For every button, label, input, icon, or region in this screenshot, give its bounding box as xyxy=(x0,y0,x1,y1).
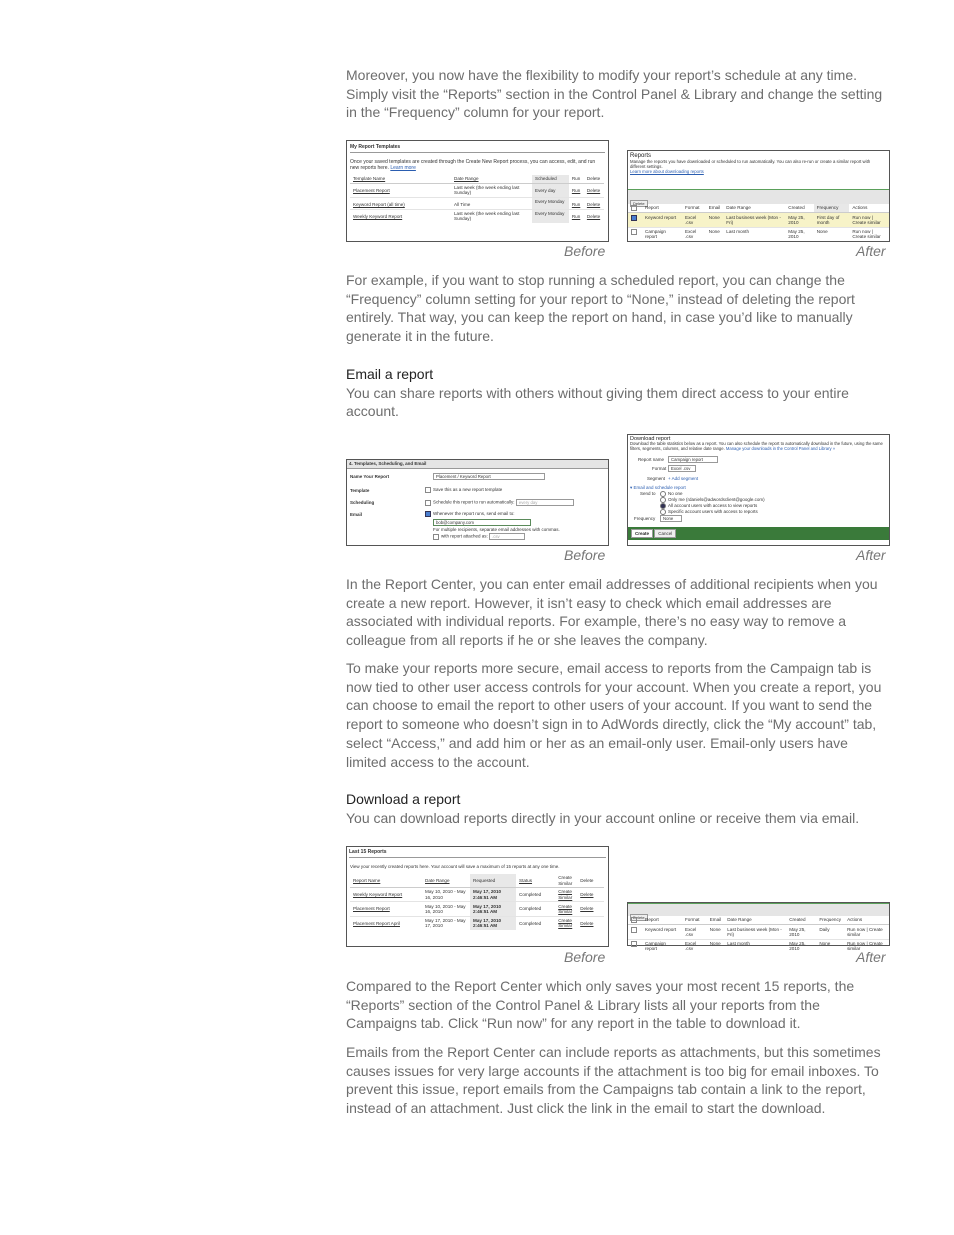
email-note: For multiple recipients, separate email addresses with commas. xyxy=(433,527,560,532)
delete-button[interactable]: Delete xyxy=(630,200,648,207)
screenshot-title: Download report xyxy=(630,436,671,442)
intro-text: Download the table statistics below as a report. You can also schedule the report to automatically download in the future, using the same filters, segments, columns, and relative date range. xyxy=(630,441,883,451)
date-range-cell: May 17, 2010 - May 17, 2010 xyxy=(422,916,470,930)
date-range-cell: May 10, 2010 - May 16, 2010 xyxy=(422,888,470,902)
create-button[interactable]: Create xyxy=(631,529,653,538)
email-text: Whenever the report runs, send email to: xyxy=(433,511,515,517)
send-to-label: Send to xyxy=(640,490,656,496)
col-actions: Actions xyxy=(849,204,889,213)
add-segment-link[interactable]: + Add segment xyxy=(668,475,699,481)
radio-button[interactable] xyxy=(660,491,666,497)
delete-link[interactable]: Delete xyxy=(577,902,604,916)
scheduled-cell: Every Monday xyxy=(532,209,569,223)
requested-cell: May 17, 2010 2:46:51 AM xyxy=(470,916,516,930)
table-row xyxy=(350,183,604,197)
option-label: No one xyxy=(668,490,683,496)
status-cell: Completed xyxy=(516,902,555,916)
frequency-cell: Daily xyxy=(816,925,844,939)
section-download xyxy=(346,790,886,827)
col-report: Report xyxy=(642,204,682,213)
paragraph-security xyxy=(346,659,886,771)
attach-checkbox[interactable] xyxy=(433,534,439,540)
frequency-select[interactable]: None xyxy=(660,515,682,522)
delete-link[interactable]: Delete xyxy=(584,197,604,209)
template-link[interactable]: Keyword Report (all time) xyxy=(350,197,451,209)
segment-label: Segment xyxy=(647,475,666,481)
section-heading: Email a report xyxy=(346,366,434,382)
reports-table xyxy=(628,204,889,241)
option-label: Specific account users with access to reports xyxy=(668,508,758,514)
template-checkbox[interactable] xyxy=(425,487,431,493)
date-range-cell: Last month xyxy=(724,939,786,953)
screenshot-intro xyxy=(628,442,888,452)
radio-button[interactable] xyxy=(660,497,666,503)
col-actions: Actions xyxy=(844,916,889,925)
learn-more-link[interactable]: Learn more about downloading reports xyxy=(630,169,704,174)
format-select[interactable]: Excel .csv xyxy=(668,465,696,472)
format-cell: Excel .csv xyxy=(682,227,706,241)
frequency-cell[interactable]: First day of month xyxy=(814,213,850,227)
send-option[interactable] xyxy=(660,497,765,503)
col-create-similar: Create Similar xyxy=(555,874,577,888)
table-row xyxy=(628,213,889,227)
email-checkbox[interactable] xyxy=(425,511,431,517)
status-cell: Completed xyxy=(516,916,555,930)
screenshot-title: 4. Templates, Scheduling, and Email xyxy=(347,460,608,469)
body-text: Emails from the Report Center can include reports as attachments, but this sometimes causes issues for very large accounts if the attachment is too big for email inboxes. To prevent this issue, report emails from the Campaigns tab contain a link to the report, instead of an attachment. Just click the link in the email to start the download. xyxy=(346,1044,881,1117)
manage-downloads-link[interactable]: Manage your downloads in the Control Panel and Library » xyxy=(725,445,836,451)
reports-table xyxy=(350,874,604,930)
created-cell: May 25, 2010 xyxy=(786,925,816,939)
table-row xyxy=(350,888,604,902)
scheduled-cell: Every day xyxy=(532,183,569,197)
radio-button[interactable] xyxy=(660,503,666,509)
col-report-name[interactable]: Report Name xyxy=(350,874,422,888)
delete-link[interactable]: Delete xyxy=(577,916,604,930)
table-row xyxy=(350,902,604,916)
delete-link[interactable]: Delete xyxy=(577,888,604,902)
cancel-button[interactable]: Cancel xyxy=(654,529,676,538)
created-cell: May 25, 2010 xyxy=(786,939,816,953)
attach-text: with report attached as: xyxy=(441,533,488,539)
col-format: Format xyxy=(682,204,706,213)
col-created: Created xyxy=(786,916,816,925)
screenshot-title: Reports xyxy=(630,153,652,159)
col-status[interactable]: Status xyxy=(516,874,555,888)
schedule-select[interactable]: every day xyxy=(516,499,574,506)
date-range-cell: Last week (the week ending last Sunday) xyxy=(451,183,532,197)
delete-link[interactable]: Delete xyxy=(584,209,604,223)
col-run: Run xyxy=(569,175,584,183)
actions-links[interactable]: Run now | Create similar xyxy=(844,939,889,953)
requested-cell: May 17, 2010 2:46:51 AM xyxy=(470,888,516,902)
col-date-range: Date Range xyxy=(723,204,785,213)
option-label: Only me (rdaniels@adwordsclient@google.com) xyxy=(668,496,765,502)
report-cell: Campaign report xyxy=(642,227,682,241)
actions-links[interactable]: Run now | Create similar xyxy=(849,227,889,241)
template-label: Template xyxy=(350,488,370,493)
col-requested: Requested xyxy=(470,874,516,888)
reports-table-screenshot xyxy=(627,902,890,952)
date-range-cell: Last business week (Mon - Fri) xyxy=(724,925,786,939)
attach-select[interactable]: .csv xyxy=(489,533,525,540)
create-similar-link[interactable]: Create Similar xyxy=(555,888,577,902)
col-date-range[interactable]: Date Range xyxy=(422,874,470,888)
body-text: For example, if you want to stop running a scheduled report, you can change the “Frequency” column setting for your report to “None,” instead of deleting the report entirely. That way, you can keep the report on hand, in case you’d like to manually generate it in the future. xyxy=(346,272,855,345)
scheduling-label: Scheduling xyxy=(350,500,375,505)
select-all-checkbox[interactable] xyxy=(631,917,637,923)
email-cell: None xyxy=(707,925,725,939)
actions-links[interactable]: Run now | Create similar xyxy=(844,925,889,939)
screenshot-intro: View your recently created reports here. Your account will save a maximum of 15 reports at any one time. xyxy=(350,864,560,869)
last-reports-screenshot xyxy=(346,846,609,947)
col-email: Email xyxy=(706,204,724,213)
caption-after: After xyxy=(856,547,886,563)
option-label: All account users with access to view reports xyxy=(668,502,758,508)
body-text: You can share reports with others without giving them direct access to your entire account. xyxy=(346,384,849,420)
send-option[interactable] xyxy=(660,503,765,509)
date-range-cell: Last week (the week ending last Sunday) xyxy=(451,209,532,223)
col-report: Report xyxy=(642,916,682,925)
email-cell: None xyxy=(706,227,724,241)
row-checkbox[interactable] xyxy=(631,229,637,235)
report-name-label: Report name xyxy=(638,456,665,462)
templates-table xyxy=(350,175,604,223)
screenshot-intro: Manage the reports you have downloaded or scheduled to run automatically. You can also re-run or create a similar report with different settings. xyxy=(630,159,871,169)
row-checkbox[interactable] xyxy=(631,215,637,221)
frequency-cell: None xyxy=(816,939,844,953)
select-all-checkbox[interactable] xyxy=(631,205,637,211)
format-cell: Excel .csv xyxy=(682,213,706,227)
delete-link[interactable]: Delete xyxy=(584,183,604,197)
col-frequency: Frequency xyxy=(816,916,844,925)
email-cell: None xyxy=(706,213,724,227)
report-link[interactable]: Placement Report April xyxy=(350,916,422,930)
row-checkbox[interactable] xyxy=(631,941,637,947)
body-text: You can download reports directly in your account online or receive them via email. xyxy=(346,809,860,826)
body-text: To make your reports more secure, email access to reports from the Campaign tab is now tied to other user access controls for your account. When you create a report, you can choose to email the report to other users of your account. If you want to send the report to someone who doesn’t sign in to AdWords directly, click the “My account” tab, select “Access,” and add him or her as an email-only user. Email-only users have limited access to the account. xyxy=(346,660,882,770)
body-text: In the Report Center, you can enter email addresses of additional recipients when you create a new report. However, it isn’t easy to check which email addresses are associated with individual reports. For example, there’s no easy way to remove a colleague from all reports if he or she leaves the company. xyxy=(346,576,878,649)
date-range-cell: Last business week (Mon - Fri) xyxy=(723,213,785,227)
table-row xyxy=(350,916,604,930)
date-range-cell: All Time xyxy=(451,197,532,209)
report-templates-screenshot xyxy=(346,140,609,242)
learn-more-link[interactable]: Learn more xyxy=(390,165,416,171)
frequency-label: Frequency xyxy=(634,515,656,521)
paragraph-compare xyxy=(346,977,886,1033)
delete-button[interactable]: Delete xyxy=(630,914,648,921)
created-cell: May 25, 2010 xyxy=(785,213,813,227)
name-label: Name Your Report xyxy=(350,474,390,479)
download-report-screenshot xyxy=(627,434,890,546)
caption-after: After xyxy=(856,243,886,259)
run-link[interactable]: Run xyxy=(569,197,584,209)
screenshot-title: Last 15 Reports xyxy=(349,849,387,855)
format-cell: Excel .csv xyxy=(682,925,707,939)
toolbar xyxy=(628,190,889,204)
col-created: Created xyxy=(785,204,813,213)
schedule-text: Schedule this report to run automatically: xyxy=(433,499,515,505)
report-cell: Keyword report xyxy=(642,925,682,939)
paragraph-frequency xyxy=(346,271,886,346)
run-link[interactable]: Run xyxy=(569,209,584,223)
section-email xyxy=(346,365,886,421)
table-row xyxy=(628,227,889,241)
row-checkbox[interactable] xyxy=(631,927,637,933)
report-cell: Campaign report xyxy=(642,939,682,953)
col-date-range: Date Range xyxy=(724,916,786,925)
send-to-options xyxy=(660,491,765,515)
col-frequency: Frequency xyxy=(814,204,850,213)
email-label: Email xyxy=(350,512,363,517)
format-label: Format xyxy=(652,465,667,471)
body-text: Compared to the Report Center which only saves your most recent 15 reports, the “Reports” section of the Control Panel & Library lists all your reports from the Campaigns tab. Click “Run now” for any report in the table to download it. xyxy=(346,978,855,1032)
col-scheduled: Scheduled xyxy=(532,175,569,183)
col-delete: Delete xyxy=(577,874,604,888)
template-link[interactable]: Weekly Keyword Report xyxy=(350,209,451,223)
template-text: Save this as a new report template xyxy=(433,487,503,493)
created-cell: May 25, 2010 xyxy=(785,227,813,241)
table-row xyxy=(350,209,604,223)
report-link[interactable]: Placement Report xyxy=(350,902,422,916)
col-delete: Delete xyxy=(584,175,604,183)
screenshot-title: My Report Templates xyxy=(350,144,401,150)
frequency-cell[interactable]: None xyxy=(814,227,850,241)
actions-links[interactable]: Run now | Create similar xyxy=(849,213,889,227)
triangle-down-icon: ▾ xyxy=(630,484,634,490)
col-template-name[interactable]: Template Name xyxy=(350,175,451,183)
screenshot-intro xyxy=(347,153,603,175)
col-format: Format xyxy=(682,916,707,925)
email-cell: None xyxy=(707,939,725,953)
email-input[interactable]: bob@company.com xyxy=(433,519,531,526)
create-similar-link[interactable]: Create Similar xyxy=(555,916,577,930)
caption-before: Before xyxy=(564,547,606,563)
templates-scheduling-screenshot xyxy=(346,459,609,546)
format-cell: Excel .csv xyxy=(682,939,707,953)
caption-before: Before xyxy=(564,949,606,965)
run-link[interactable]: Run xyxy=(569,183,584,197)
section-heading: Download a report xyxy=(346,791,461,807)
caption-before: Before xyxy=(564,243,606,259)
template-link[interactable]: Placement Report xyxy=(350,183,451,197)
table-row xyxy=(628,939,889,953)
email-schedule-label: Email and schedule report xyxy=(633,484,686,490)
report-name-input[interactable]: Campaign report xyxy=(668,456,718,463)
requested-cell: May 17, 2010 2:46:51 AM xyxy=(470,902,516,916)
status-cell: Completed xyxy=(516,888,555,902)
create-similar-link[interactable]: Create Similar xyxy=(555,902,577,916)
paragraph-schedule xyxy=(346,66,886,122)
date-range-cell: Last month xyxy=(723,227,785,241)
reports-screenshot xyxy=(627,150,890,242)
intro-text: Once your saved templates are created through the Create New Report process, you can access, edit, and run new reports here. xyxy=(350,159,596,171)
col-email: Email xyxy=(707,916,725,925)
body-text: Moreover, you now have the flexibility to modify your report’s schedule at any time. Simply visit the “Reports” section in the Control Panel & Library and change the setting in the “Frequency” column for your report. xyxy=(346,67,883,121)
paragraph-report-center xyxy=(346,575,886,650)
table-row xyxy=(350,197,604,209)
table-row xyxy=(628,925,889,939)
scheduled-cell: Every Monday xyxy=(532,197,569,209)
caption-after: After xyxy=(856,949,886,965)
schedule-checkbox[interactable] xyxy=(425,500,431,506)
paragraph-emails xyxy=(346,1043,886,1118)
date-range-cell: May 10, 2010 - May 16, 2010 xyxy=(422,902,470,916)
report-link[interactable]: Weekly Keyword Report xyxy=(350,888,422,902)
reports-table xyxy=(628,916,889,953)
report-cell: Keyword report xyxy=(642,213,682,227)
report-name-input[interactable]: Placement / Keyword Report xyxy=(433,473,545,480)
col-date-range[interactable]: Date Range xyxy=(451,175,532,183)
